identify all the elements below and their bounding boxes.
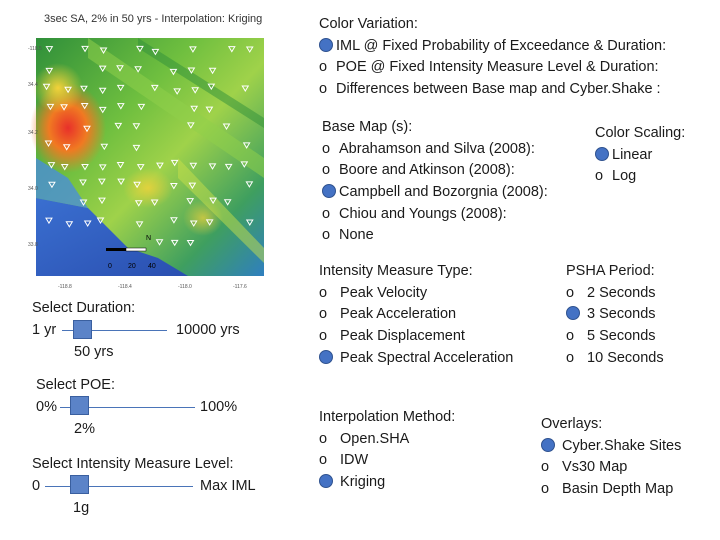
interpolation-group: [319, 407, 455, 494]
psha-period-option[interactable]: [566, 304, 664, 326]
radio-unselected-icon[interactable]: o: [319, 81, 328, 98]
duration-heading: Select Duration:: [32, 300, 136, 316]
scale-label-0: 0: [108, 263, 112, 270]
overlays-group: [541, 414, 681, 501]
radio-unselected-icon[interactable]: o: [319, 284, 328, 301]
radio-unselected-icon[interactable]: o: [319, 430, 328, 447]
option-label: 3 Seconds: [587, 306, 656, 323]
radio-selected-icon[interactable]: [541, 438, 555, 452]
iml-max-label: Max IML: [200, 478, 256, 494]
color-variation-group: [319, 14, 666, 101]
duration-max-label: 10000 yrs: [176, 322, 240, 338]
poe-heading: Select POE:: [36, 377, 115, 393]
option-label: Peak Velocity: [340, 284, 428, 301]
radio-unselected-icon[interactable]: o: [595, 168, 604, 185]
overlays-option[interactable]: [541, 479, 681, 501]
radio-unselected-icon[interactable]: o: [319, 328, 328, 345]
base-map-group: [322, 117, 548, 247]
option-label: IDW: [340, 452, 369, 469]
option-label: Kriging: [340, 474, 386, 491]
intensity-measure-type-option[interactable]: [319, 283, 513, 305]
svg-text:34.2: 34.2: [28, 130, 38, 136]
overlays-option[interactable]: [541, 436, 681, 458]
radio-selected-icon[interactable]: [595, 147, 609, 161]
option-label: 5 Seconds: [587, 328, 656, 345]
radio-selected-icon[interactable]: [566, 306, 580, 320]
svg-text:34.4: 34.4: [28, 82, 38, 88]
psha-period-group: [566, 261, 664, 369]
interpolation-method-option[interactable]: [319, 472, 455, 494]
radio-unselected-icon[interactable]: o: [541, 459, 550, 476]
radio-unselected-icon[interactable]: o: [566, 284, 575, 301]
option-label: Chiou and Youngs (2008):: [339, 205, 507, 222]
option-label: Peak Displacement: [340, 328, 465, 345]
iml-heading: Select Intensity Measure Level:: [32, 456, 234, 472]
svg-text:33.8: 33.8: [28, 242, 38, 248]
svg-text:-118.8: -118.8: [58, 284, 72, 290]
option-label: Campbell and Bozorgnia (2008):: [339, 184, 548, 201]
color-scaling-group: [595, 123, 685, 188]
option-label: Peak Acceleration: [340, 306, 457, 323]
iml-slider-track[interactable]: [45, 486, 193, 487]
option-label: Basin Depth Map: [562, 481, 674, 498]
color-scaling-option[interactable]: [595, 145, 685, 167]
base-map-option[interactable]: [322, 204, 548, 226]
radio-selected-icon[interactable]: [319, 474, 333, 488]
poe-slider-thumb[interactable]: [70, 396, 89, 415]
option-label: Differences between Base map and Cyber.Shake :: [336, 81, 661, 98]
psha-period-option[interactable]: [566, 348, 664, 370]
option-label: Open.SHA: [340, 430, 410, 447]
svg-text:34.0: 34.0: [28, 186, 38, 192]
intensity-measure-type-option[interactable]: [319, 348, 513, 370]
overlays-heading: Overlays:: [541, 416, 603, 432]
color-variation-option[interactable]: [319, 79, 666, 101]
option-label: None: [339, 227, 374, 244]
svg-text:-118.0: -118.0: [178, 284, 192, 290]
radio-unselected-icon[interactable]: o: [541, 481, 550, 498]
color-scaling-heading: Color Scaling:: [595, 125, 686, 141]
psha-period-option[interactable]: [566, 326, 664, 348]
color-variation-option[interactable]: [319, 57, 666, 79]
intensity-measure-type-option[interactable]: [319, 326, 513, 348]
option-label: 2 Seconds: [587, 284, 656, 301]
overlays-option[interactable]: [541, 457, 681, 479]
radio-unselected-icon[interactable]: o: [322, 162, 331, 179]
iml-value-label: 1g: [73, 500, 90, 516]
base-map-option[interactable]: [322, 160, 548, 182]
option-label: Log: [612, 168, 637, 185]
option-label: POE @ Fixed Intensity Measure Level & Duration:: [336, 59, 659, 76]
option-label: IML @ Fixed Probability of Exceedance & Duration:: [336, 37, 667, 54]
radio-selected-icon[interactable]: [319, 38, 333, 52]
option-label: Boore and Atkinson (2008):: [339, 162, 515, 179]
color-variation-option[interactable]: [319, 36, 666, 58]
north-label: N: [146, 235, 152, 242]
poe-min-label: 0%: [36, 399, 57, 415]
color-scaling-option[interactable]: [595, 166, 685, 188]
scale-label-20: 20: [128, 263, 136, 270]
option-label: 10 Seconds: [587, 349, 664, 366]
base-map-option[interactable]: [322, 139, 548, 161]
iml-slider-thumb[interactable]: [70, 475, 89, 494]
iml-min-label: 0: [32, 478, 41, 494]
svg-text:-118.4: -118.4: [118, 284, 132, 290]
intensity-measure-type-option[interactable]: [319, 304, 513, 326]
option-label: Cyber.Shake Sites: [562, 437, 682, 454]
base-map-option[interactable]: [322, 225, 548, 247]
radio-unselected-icon[interactable]: o: [319, 452, 328, 469]
radio-selected-icon[interactable]: [319, 350, 333, 364]
map-title: 3sec SA, 2% in 50 yrs - Interpolation: Kriging: [44, 13, 263, 25]
interpolation-method-option[interactable]: [319, 450, 455, 472]
svg-text:-117.6: -117.6: [233, 284, 247, 290]
duration-min-label: 1 yr: [32, 322, 57, 338]
radio-unselected-icon[interactable]: o: [322, 227, 331, 244]
duration-slider-thumb[interactable]: [73, 320, 92, 339]
option-label: Peak Spectral Acceleration: [340, 349, 514, 366]
im-type-heading: Intensity Measure Type:: [319, 263, 473, 279]
radio-unselected-icon[interactable]: o: [322, 205, 331, 222]
psha-period-heading: PSHA Period:: [566, 263, 655, 279]
option-label: Vs30 Map: [562, 459, 628, 476]
radio-unselected-icon[interactable]: o: [319, 306, 328, 323]
duration-value-label: 50 yrs: [74, 344, 114, 360]
interpolation-method-option[interactable]: [319, 429, 455, 451]
poe-value-label: 2%: [74, 421, 95, 437]
svg-text:-118.5: -118.5: [28, 46, 42, 52]
radio-selected-icon[interactable]: [322, 184, 336, 198]
interpolation-heading: Interpolation Method:: [319, 409, 456, 425]
poe-max-label: 100%: [200, 399, 238, 415]
color-variation-heading: Color Variation:: [319, 16, 418, 32]
im-type-group: [319, 261, 513, 369]
radio-unselected-icon[interactable]: o: [566, 328, 575, 345]
base-map-option[interactable]: [322, 182, 548, 204]
radio-unselected-icon[interactable]: o: [319, 59, 328, 76]
psha-period-option[interactable]: [566, 283, 664, 305]
hazard-map: [28, 8, 272, 290]
base-map-heading: Base Map (s):: [322, 119, 413, 135]
scale-label-40: 40: [148, 263, 156, 270]
option-label: Linear: [612, 146, 653, 163]
option-label: Abrahamson and Silva (2008):: [339, 140, 535, 157]
radio-unselected-icon[interactable]: o: [322, 140, 331, 157]
radio-unselected-icon[interactable]: o: [566, 349, 575, 366]
